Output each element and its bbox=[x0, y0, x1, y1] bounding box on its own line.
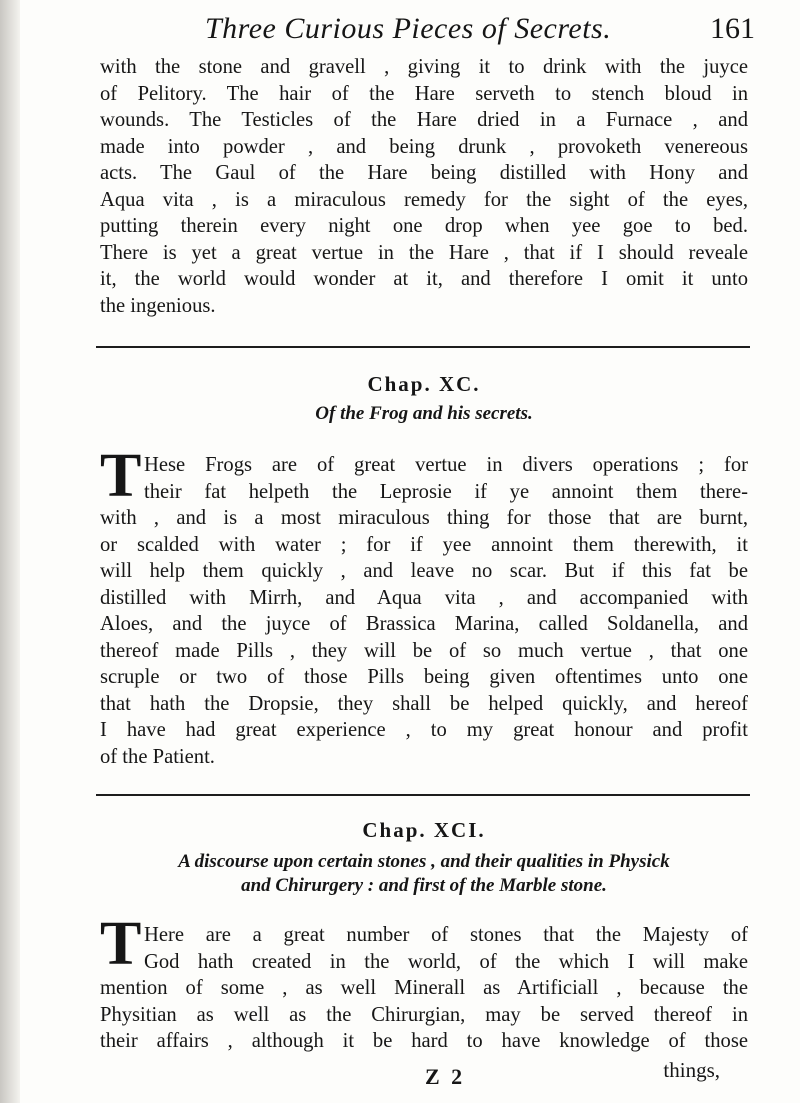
running-title: Three Curious Pieces of Secrets. bbox=[205, 12, 612, 45]
text-line: with the stone and gravell , giving it to drink with the juyce bbox=[100, 56, 748, 78]
text-line: mention of some , as well Minerall as Artificiall , because the bbox=[100, 977, 748, 999]
text-line: their fat helpeth the Leprosie if ye annoint them there- bbox=[144, 480, 748, 503]
chapter-heading: Chap. XCI. bbox=[362, 818, 486, 842]
text-line: or scalded with water ; for if yee annoint them therewith, it bbox=[100, 533, 748, 556]
text-line: Aqua vita , is a miraculous remedy for the sight of the eyes, bbox=[100, 188, 748, 211]
text-line: putting therein every night one drop when yee goe to bed. bbox=[100, 215, 748, 237]
catchword: things, bbox=[663, 1058, 720, 1082]
text-line: God hath created in the world, of the which I will make bbox=[144, 950, 748, 973]
page-number: 161 bbox=[710, 12, 755, 45]
text-line: it, the world would wonder at it, and therefore I omit it unto bbox=[100, 268, 748, 290]
text-line: There is yet a great vertue in the Hare , that if I should reveale bbox=[100, 241, 748, 264]
drop-cap: T bbox=[100, 442, 142, 510]
section-divider bbox=[96, 794, 750, 796]
text-line: Here are a great number of stones that the Majesty of bbox=[144, 924, 748, 946]
text-line: distilled with Mirrh, and Aqua vita , and accompanied with bbox=[100, 586, 748, 609]
text-line: thereof made Pills , they will be of so much vertue , that one bbox=[100, 639, 748, 662]
text-line: of Pelitory. The hair of the Hare serveth to stench bloud in bbox=[100, 82, 748, 105]
chapter-subtitle: Of the Frog and his secrets. bbox=[315, 403, 533, 424]
subtitle-line: and Chirurgery : and first of the Marble stone. bbox=[241, 875, 607, 896]
text-line: Aloes, and the juyce of Brassica Marina, called Soldanella, and bbox=[100, 613, 748, 635]
signature-mark: Z 2 bbox=[425, 1064, 466, 1089]
text-line: will help them quickly , and leave no scar. But if this fat be bbox=[100, 560, 748, 582]
text-line: made into powder , and being drunk , provoketh venereous bbox=[100, 135, 748, 158]
frog-paragraph bbox=[100, 442, 748, 770]
running-header bbox=[100, 6, 755, 52]
section-divider bbox=[96, 346, 750, 348]
text-line: Physitian as well as the Chirurgian, may be served thereof in bbox=[100, 1003, 748, 1026]
text-line: that hath the Dropsie, they shall be helped quickly, and hereof bbox=[100, 692, 748, 715]
text-line: their affairs , although it be hard to have knowledge of those bbox=[100, 1030, 748, 1052]
chapter-heading: Chap. XC. bbox=[367, 372, 481, 396]
text-line: with , and is a most miraculous thing for those that are burnt, bbox=[100, 507, 748, 529]
chapter-subtitle bbox=[100, 850, 748, 898]
text-line: scruple or two of those Pills being given oftentimes unto one bbox=[100, 666, 748, 688]
subtitle-line: A discourse upon certain stones , and their qualities in Physick bbox=[178, 851, 670, 872]
text-line: wounds. The Testicles of the Hare dried in a Furnace , and bbox=[100, 109, 748, 131]
hare-paragraph bbox=[100, 54, 748, 319]
text-line: I have had great experience , to my great honour and profit bbox=[100, 719, 748, 741]
text-line: the ingenious. bbox=[100, 294, 216, 317]
drop-cap: T bbox=[100, 910, 142, 978]
stones-paragraph bbox=[100, 922, 748, 1055]
text-line: of the Patient. bbox=[100, 745, 215, 768]
text-line: Hese Frogs are of great vertue in divers operations ; for bbox=[144, 454, 748, 476]
text-line: acts. The Gaul of the Hare being distilled with Hony and bbox=[100, 162, 748, 184]
